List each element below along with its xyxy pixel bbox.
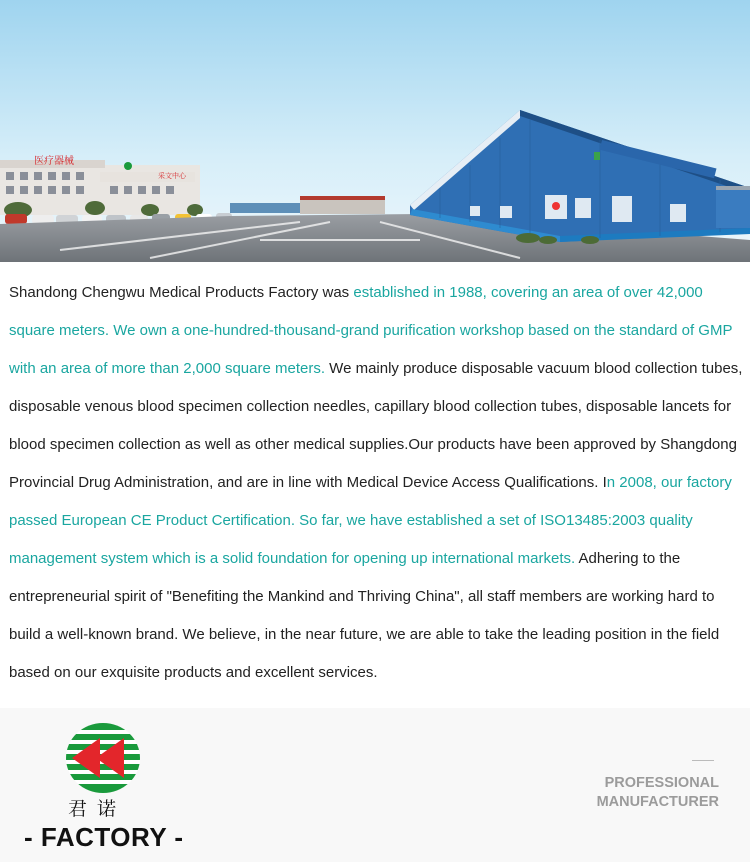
intro-text-2: We mainly produce disposable vacuum blood collection tubes, disposable venous blood specimen collection needles, capillary blood collection tubes, disposable lancets for blood specimen collection as well as other medical supplies.Our products have been approved by Shangdong Provincial Drug Administration, and are in line with Medical Device Access Qualifications. I <box>9 360 743 491</box>
footer-banner <box>0 708 750 862</box>
center-sign: 采文中心 <box>158 172 186 180</box>
divider <box>692 760 714 761</box>
hospital-sign: 医疗器械 <box>34 156 74 167</box>
company-logo <box>64 722 144 799</box>
professional-manufacturer-label <box>597 774 719 812</box>
factory-photo <box>0 0 750 262</box>
intro-text-3: Adhering to the entrepreneurial spirit of "Benefiting the Mankind and Thriving China", all staff members are working hard to build a well-known brand. We believe, in the near future, we are able to take the leading position in the field based on our exquisite products and excellent services. <box>9 550 720 681</box>
manufacturer-text: MANUFACTURER <box>596 794 719 810</box>
logo-icon <box>64 722 142 794</box>
company-introduction <box>9 274 744 692</box>
intro-highlight-2: n 2008, our factory passed European CE Product Certification. So far, we have established a set of ISO13485:2003 quality management system which is a solid foundation for opening up international markets. <box>9 474 732 567</box>
intro-text-1: Shandong Chengwu Medical Products Factory was <box>9 284 354 301</box>
intro-highlight-1: established in 1988, covering an area of over 42,000 square meters. We own a one-hundred-thousand-grand purification workshop based on the standard of GMP with an area of more than 2,000 square meters. <box>9 284 733 377</box>
professional-text: PROFESSIONAL <box>604 775 719 791</box>
factory-label: - FACTORY - <box>24 822 184 852</box>
logo-chinese-text: 君诺 <box>68 798 127 820</box>
